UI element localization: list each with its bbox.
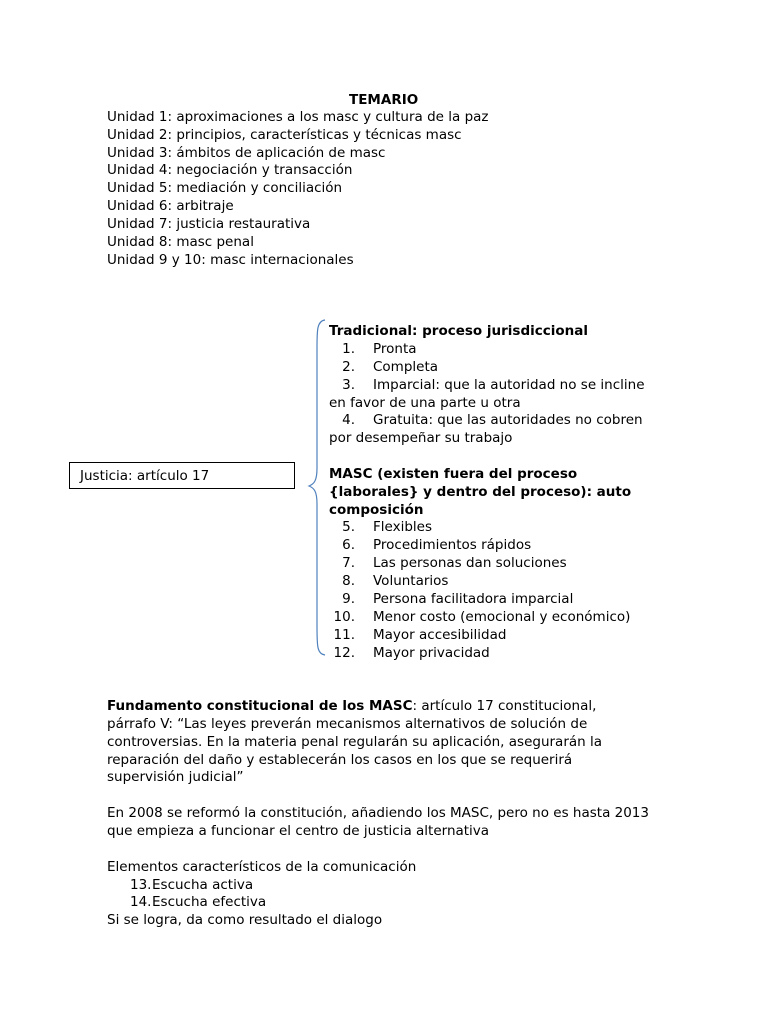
tradicional-item-4: [329, 411, 659, 429]
list-number: 11.: [333, 627, 355, 643]
fundamento-line-5: supervisión judicial”: [107, 769, 244, 785]
temario-unit-7: Unidad 7: justicia restaurativa: [107, 216, 311, 232]
reforma-line-1: En 2008 se reformó la constitución, añadiendo los MASC, pero no es hasta 2013: [107, 805, 649, 821]
list-text: Gratuita: que las autoridades no cobren: [373, 412, 643, 428]
list-text: Mayor accesibilidad: [373, 627, 507, 643]
list-text: Flexibles: [373, 519, 432, 535]
masc-item-11: [329, 626, 659, 644]
temario-unit-3: Unidad 3: ámbitos de aplicación de masc: [107, 145, 386, 161]
masc-item-8: [329, 572, 659, 590]
list-text: Pronta: [373, 341, 417, 357]
brace-path: [309, 320, 325, 655]
temario-unit-6: Unidad 6: arbitraje: [107, 198, 234, 214]
list-number: 10.: [333, 609, 355, 625]
fundamento-line-2: párrafo V: “Las leyes preverán mecanismos alternativos de solución de: [107, 716, 588, 732]
temario-unit-2: Unidad 2: principios, características y técnicas masc: [107, 127, 462, 143]
masc-heading-line-2: {laborales} y dentro del proceso): auto: [329, 484, 632, 500]
list-number: 13.: [130, 877, 152, 893]
fundamento-line-3: controversias. En la materia penal regularán su aplicación, asegurarán la: [107, 734, 603, 750]
temario-unit-9-10: Unidad 9 y 10: masc internacionales: [107, 252, 354, 268]
list-text: Escucha efectiva: [152, 894, 267, 910]
elementos-conclusion: Si se logra, da como resultado el dialogo: [107, 912, 383, 928]
temario-unit-8: Unidad 8: masc penal: [107, 234, 254, 250]
temario-unit-4: Unidad 4: negociación y transacción: [107, 162, 353, 178]
tradicional-item-1: [329, 340, 659, 358]
tradicional-item-4-cont: por desempeñar su trabajo: [329, 430, 513, 446]
list-text: Escucha activa: [152, 877, 254, 893]
list-number: 6.: [342, 537, 355, 553]
fundamento-line-4: reparación del daño y establecerán los casos en los que se requerirá: [107, 752, 573, 768]
fundamento-heading: Fundamento constitucional de los MASC: [107, 698, 413, 714]
masc-item-10: [329, 608, 659, 626]
masc-heading-line-3: composición: [329, 502, 424, 518]
masc-item-6: [329, 536, 659, 554]
list-text: Voluntarios: [373, 573, 449, 589]
reforma-line-2: que empieza a funcionar el centro de justicia alternativa: [107, 823, 490, 839]
elementos-item-14: [107, 893, 437, 911]
list-text: Las personas dan soluciones: [373, 555, 567, 571]
tradicional-item-2: [329, 358, 659, 376]
list-number: 12.: [333, 645, 355, 661]
masc-item-7: [329, 554, 659, 572]
temario-title: TEMARIO: [349, 92, 419, 108]
list-number: 14.: [130, 894, 152, 910]
masc-item-12: [329, 644, 659, 662]
list-text: Completa: [373, 359, 439, 375]
masc-item-9: [329, 590, 659, 608]
elementos-item-13: [107, 876, 437, 894]
list-number: 9.: [342, 591, 355, 607]
masc-heading-line-1: MASC (existen fuera del proceso: [329, 466, 578, 482]
fundamento-first-line: [107, 697, 596, 715]
list-number: 3.: [342, 377, 355, 393]
list-text: Persona facilitadora imparcial: [373, 591, 574, 607]
justicia-box-label: Justicia: artículo 17: [80, 468, 210, 484]
list-text: Imparcial: que la autoridad no se incline: [373, 377, 645, 393]
curly-brace-icon: [306, 318, 328, 658]
list-text: Procedimientos rápidos: [373, 537, 532, 553]
tradicional-item-3: [329, 376, 659, 394]
temario-unit-5: Unidad 5: mediación y conciliación: [107, 180, 343, 196]
list-number: 8.: [342, 573, 355, 589]
list-text: Menor costo (emocional y económico): [373, 609, 631, 625]
justicia-box: [69, 462, 295, 489]
list-text: Mayor privacidad: [373, 645, 490, 661]
list-number: 5.: [342, 519, 355, 535]
list-number: 1.: [342, 341, 355, 357]
list-number: 4.: [342, 412, 355, 428]
temario-unit-1: Unidad 1: aproximaciones a los masc y cultura de la paz: [107, 109, 489, 125]
list-number: 7.: [342, 555, 355, 571]
masc-item-5: [329, 518, 659, 536]
tradicional-item-3-cont: en favor de una parte u otra: [329, 395, 521, 411]
list-number: 2.: [342, 359, 355, 375]
elementos-heading: Elementos característicos de la comunicación: [107, 859, 417, 875]
tradicional-heading: Tradicional: proceso jurisdiccional: [329, 323, 589, 339]
fundamento-first-line-rest: : artículo 17 constitucional,: [412, 698, 597, 714]
